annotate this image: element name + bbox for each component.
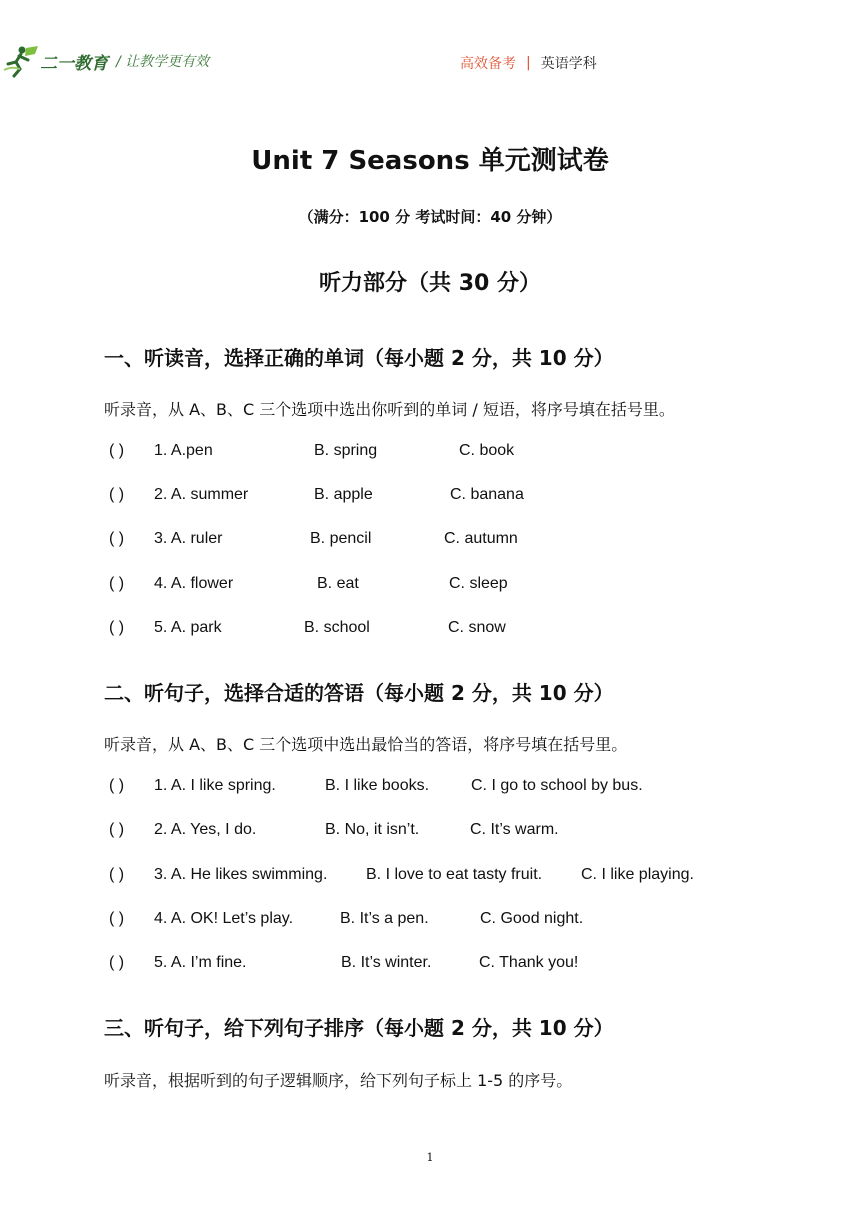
answer-blank: ( )	[109, 575, 125, 592]
answer-blank: ( )	[109, 866, 125, 883]
answer-blank: ( )	[109, 777, 125, 794]
answer-blank: ( )	[109, 821, 125, 838]
page-subtitle: （满分：100 分 考试时间：40 分钟）	[298, 208, 562, 226]
question-row	[0, 442, 860, 464]
question-row	[0, 530, 860, 552]
option-b: B. It’s winter.	[341, 954, 432, 971]
section-1-instruction: 听录音，从 A、B、C 三个选项中选出你听到的单词 / 短语，将序号填在括号里。	[104, 400, 675, 419]
option-c: C. It’s warm.	[470, 821, 559, 838]
option-a: 3. A. He likes swimming.	[154, 866, 328, 883]
answer-blank: ( )	[109, 619, 125, 636]
option-a: 4. A. flower	[154, 575, 234, 592]
option-a: 3. A. ruler	[154, 530, 223, 547]
question-row	[0, 821, 860, 843]
option-b: B. pencil	[310, 530, 372, 547]
option-b: B. No, it isn’t.	[325, 821, 420, 838]
option-a: 1. A. I like spring.	[154, 777, 276, 794]
option-a: 4. A. OK! Let’s play.	[154, 910, 294, 927]
section-2-title: 二、听句子，选择合适的答语（每小题 2 分，共 10 分）	[104, 681, 614, 705]
part-title: 听力部分（共 30 分）	[319, 271, 541, 296]
option-a: 2. A. Yes, I do.	[154, 821, 257, 838]
question-row	[0, 619, 860, 641]
question-row	[0, 910, 860, 932]
answer-blank: ( )	[109, 910, 125, 927]
option-c: C. book	[459, 442, 515, 459]
question-row	[0, 954, 860, 976]
option-a: 5. A. I’m fine.	[154, 954, 247, 971]
header-subject: 英语学科	[540, 56, 597, 72]
option-b: B. It’s a pen.	[340, 910, 429, 927]
option-b: B. school	[304, 619, 370, 636]
section-2-instruction: 听录音，从 A、B、C 三个选项中选出最恰当的答语，将序号填在括号里。	[104, 735, 628, 754]
option-c: C. sleep	[449, 575, 508, 592]
page-title: Unit 7 Seasons 单元测试卷	[251, 146, 609, 176]
option-c: C. I like playing.	[581, 866, 694, 883]
option-c: C. Good night.	[480, 910, 584, 927]
option-a: 1. A.pen	[154, 442, 213, 459]
answer-blank: ( )	[109, 530, 125, 547]
page-number: 1	[426, 1151, 434, 1164]
option-c: C. I go to school by bus.	[471, 777, 643, 794]
option-a: 2. A. summer	[154, 486, 249, 503]
section-3-title: 三、听句子，给下列句子排序（每小题 2 分，共 10 分）	[104, 1016, 614, 1040]
option-b: B. eat	[317, 575, 359, 592]
answer-blank: ( )	[109, 442, 125, 459]
logo-text: 二一教育	[40, 53, 108, 74]
option-a: 5. A. park	[154, 619, 222, 636]
slogan: / 让教学更有效	[116, 54, 210, 70]
answer-blank: ( )	[109, 954, 125, 971]
question-row	[0, 777, 860, 799]
option-b: B. apple	[314, 486, 373, 503]
section-3-instruction: 听录音，根据听到的句子逻辑顺序，给下列句子标上 1-5 的序号。	[104, 1071, 573, 1090]
option-b: B. I like books.	[325, 777, 430, 794]
header-separator: |	[526, 55, 531, 71]
runner-logo-icon	[2, 44, 40, 78]
answer-blank: ( )	[109, 486, 125, 503]
option-b: B. spring	[314, 442, 378, 459]
section-1-title: 一、听读音，选择正确的单词（每小题 2 分，共 10 分）	[104, 346, 614, 370]
option-c: C. Thank you!	[479, 954, 579, 971]
header-tag: 高效备考	[460, 56, 516, 72]
page-header	[0, 44, 860, 80]
option-c: C. autumn	[444, 530, 518, 547]
option-c: C. banana	[450, 486, 524, 503]
question-row	[0, 575, 860, 597]
question-row	[0, 866, 860, 888]
option-b: B. I love to eat tasty fruit.	[366, 866, 543, 883]
header-right	[460, 53, 597, 73]
option-c: C. snow	[448, 619, 506, 636]
question-row	[0, 486, 860, 508]
logo	[2, 44, 209, 78]
